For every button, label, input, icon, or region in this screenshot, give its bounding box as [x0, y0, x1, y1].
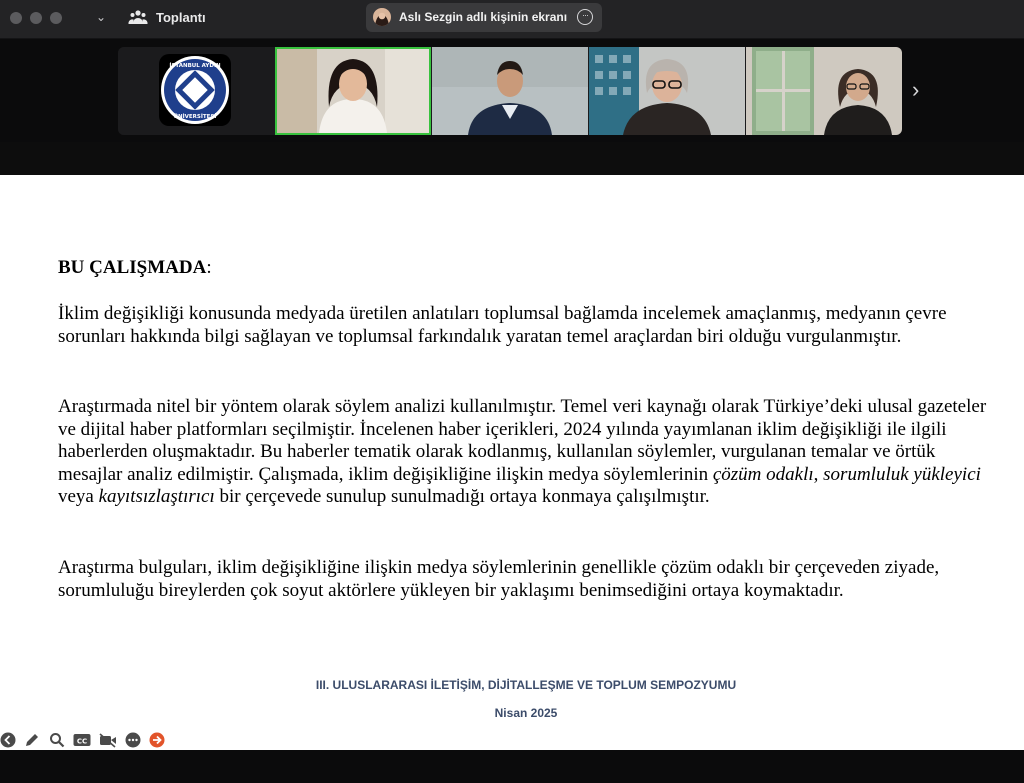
- screen-share-indicator[interactable]: [366, 3, 602, 32]
- slide-heading-colon: :: [206, 257, 212, 278]
- slide-heading: [58, 257, 212, 279]
- zoom-window-button[interactable]: [50, 12, 62, 24]
- svg-text:CC: CC: [76, 737, 88, 746]
- p2-italic-1: çözüm odaklı: [712, 463, 814, 485]
- participants-icon: [128, 8, 148, 28]
- screen-share-label: Aslı Sezgin adlı kişinin ekranı: [399, 10, 568, 24]
- bottom-bar: [0, 750, 1024, 783]
- logo-text-bottom: ÜNİVERSİTESİ: [173, 114, 217, 120]
- arrow-right-icon[interactable]: [149, 732, 165, 748]
- slide-footer-title: III. ULUSLARARASI İLETİŞİM, DİJİTALLEŞME VE TOPLUM SEMPOZYUMU: [315, 678, 737, 692]
- magnifier-icon[interactable]: [49, 732, 65, 748]
- video-tile-participant-2[interactable]: [432, 47, 588, 135]
- closed-caption-icon[interactable]: [73, 732, 91, 748]
- more-icon[interactable]: [125, 732, 141, 748]
- video-strip: [118, 47, 902, 135]
- participant-video: [277, 49, 429, 133]
- slide-heading-bold: BU ÇALIŞMADA: [58, 257, 207, 278]
- p2-text-d: bir çerçevede sunulup sunulmadığı ortaya konmaya çalışılmıştır.: [214, 486, 710, 507]
- title-bar: [0, 0, 1024, 39]
- slide-paragraph-3: Araştırma bulguları, iklim değişikliğine ilişkin medya söylemlerinin genellikle çözüm odaklı bir çerçeveden ziyade, sorumluluğu bireylerden çok soyut aktörlere yükleyen bir yaklaşımı benimsediğini ortaya koymaktadır.: [58, 557, 940, 601]
- video-tile-participant-4[interactable]: [746, 47, 902, 135]
- university-logo-icon: [118, 47, 274, 135]
- shared-slide: [0, 175, 1024, 750]
- slide-paragraph-2: [58, 396, 988, 509]
- p2-text-a: Araştırmada nitel bir yöntem olarak söylem analizi kullanılmıştır. Temel veri kaynağı olarak Türkiye’deki ulusal gazeteler ve dijital haber platformları seçilmiştir. İncelenen haber içerikleri, 2024 yılında yayımlanan iklim değişikliği ile ilgili haberlerden oluşmaktadır. Bu haberler tematik olarak kodlanmış, kullanılan söylemler, vurgulanan temalar ve örtük mesajlar analiz edilmiştir. Çalışmada, iklim değişikliğine ilişkin medya söylemlerinin: [58, 396, 987, 485]
- minimize-window-button[interactable]: [30, 12, 42, 24]
- chevron-right-icon[interactable]: ›: [912, 77, 920, 102]
- annotation-toolbar: [0, 732, 180, 750]
- p2-text-c: veya: [58, 486, 99, 507]
- presenter-avatar: [373, 8, 391, 26]
- video-tile-participant-3[interactable]: [589, 47, 745, 135]
- more-options-icon[interactable]: ···: [577, 9, 593, 25]
- participant-video: [432, 47, 588, 135]
- slide-footer-date: Nisan 2025: [494, 706, 558, 720]
- close-window-button[interactable]: [10, 12, 22, 24]
- video-off-icon[interactable]: [99, 732, 117, 748]
- pencil-icon[interactable]: [24, 732, 40, 748]
- strip-divider: [0, 142, 1024, 175]
- slide-paragraph-1: İklim değişikliği konusunda medyada üretilen anlatıları toplumsal bağlamda incelemek amaçlanmış, medyanın çevre sorunları hakkında bilgi sağlayan ve toplumsal farkındalık yaratan temel araçlardan biri olduğu vurgulanmıştır.: [58, 303, 947, 347]
- p2-text-b: ,: [813, 463, 824, 485]
- p2-italic-2: sorumluluk yükleyici: [823, 463, 981, 485]
- video-tile-participant-1[interactable]: [275, 47, 431, 135]
- participant-video: [746, 47, 902, 135]
- video-tile-university-logo[interactable]: [118, 47, 274, 135]
- back-icon[interactable]: [0, 732, 16, 748]
- participant-video: [589, 47, 745, 135]
- p2-italic-3: kayıtsızlaştırıcı: [98, 486, 215, 507]
- chevron-down-icon[interactable]: ⌄: [95, 10, 107, 24]
- logo-text-top: İSTANBUL AYDIN: [169, 63, 221, 69]
- meeting-title: Toplantı: [156, 10, 206, 25]
